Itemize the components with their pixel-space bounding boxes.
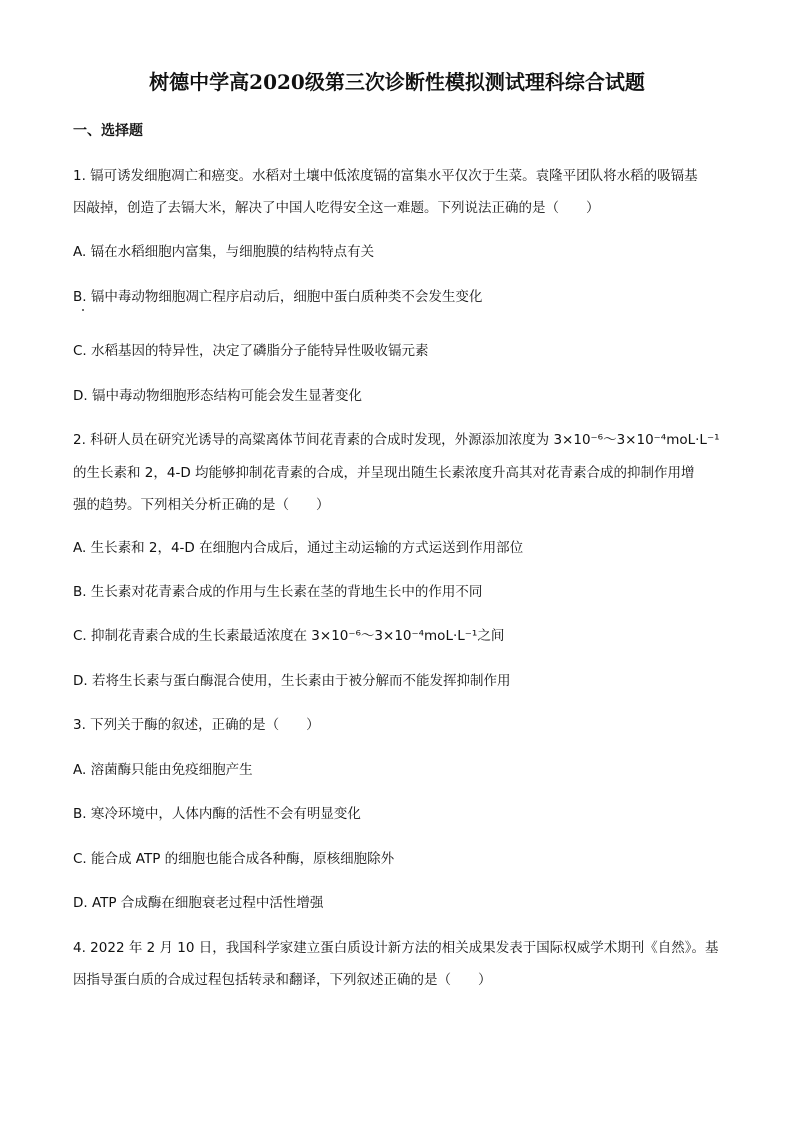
question-1-option-c: C. 水稻基因的特异性，决定了磷脂分子能特异性吸收镉元素: [73, 343, 429, 359]
question-2-stem-line-3: 强的趋势。下列相关分析正确的是（ ）: [73, 497, 330, 513]
stray-dot-mark: [82, 309, 84, 311]
question-1-option-a: A. 镉在水稻细胞内富集，与细胞膜的结构特点有关: [73, 244, 375, 260]
question-3-option-c: C. 能合成 ATP 的细胞也能合成各种酶，原核细胞除外: [73, 851, 395, 867]
question-1-stem-line-1: 1. 镉可诱发细胞凋亡和癌变。水稻对土壤中低浓度镉的富集水平仅次于生菜。袁隆平团队将水稻的吸镉基: [73, 168, 698, 184]
question-2-option-a: A. 生长素和 2，4-D 在细胞内合成后，通过主动运输的方式运送到作用部位: [73, 540, 524, 556]
question-4-stem-line-2: 因指导蛋白质的合成过程包括转录和翻译，下列叙述正确的是（ ）: [73, 972, 492, 988]
question-2-option-b: B. 生长素对花青素合成的作用与生长素在茎的背地生长中的作用不同: [73, 584, 483, 600]
section-heading: 一、选择题: [73, 123, 143, 139]
question-3-option-b: B. 寒冷环境中，人体内酶的活性不会有明显变化: [73, 806, 361, 822]
question-3-option-a: A. 溶菌酶只能由免疫细胞产生: [73, 762, 253, 778]
question-1-option-d: D. 镉中毒动物细胞形态结构可能会发生显著变化: [73, 388, 362, 404]
question-1-stem-line-2: 因敲掉，创造了去镉大米，解决了中国人吃得安全这一难题。下列说法正确的是（ ）: [73, 200, 600, 216]
question-2-option-d: D. 若将生长素与蛋白酶混合使用，生长素由于被分解而不能发挥抑制作用: [73, 673, 511, 689]
question-4-stem-line-1: 4. 2022 年 2 月 10 日，我国科学家建立蛋白质设计新方法的相关成果发表于国际权威学术期刊《自然》。基: [73, 940, 719, 956]
question-3-option-d: D. ATP 合成酶在细胞衰老过程中活性增强: [73, 895, 324, 911]
question-2-option-c: C. 抑制花青素合成的生长素最适浓度在 3×10⁻⁶～3×10⁻⁴moL·L⁻¹之间: [73, 628, 505, 644]
exam-title: 树德中学高2020级第三次诊断性模拟测试理科综合试题: [149, 70, 645, 94]
question-2-stem-line-2: 的生长素和 2，4-D 均能够抑制花青素的合成，并呈现出随生长素浓度升高其对花青素合成的抑制作用增: [73, 465, 695, 481]
question-3-stem-line-1: 3. 下列关于酶的叙述，正确的是（ ）: [73, 717, 320, 733]
question-2-stem-line-1: 2. 科研人员在研究光诱导的高粱离体节间花青素的合成时发现，外源添加浓度为 3×10⁻⁶～3×10⁻⁴moL·L⁻¹: [73, 432, 720, 448]
question-1-option-b: B. 镉中毒动物细胞凋亡程序启动后，细胞中蛋白质种类不会发生变化: [73, 289, 483, 305]
